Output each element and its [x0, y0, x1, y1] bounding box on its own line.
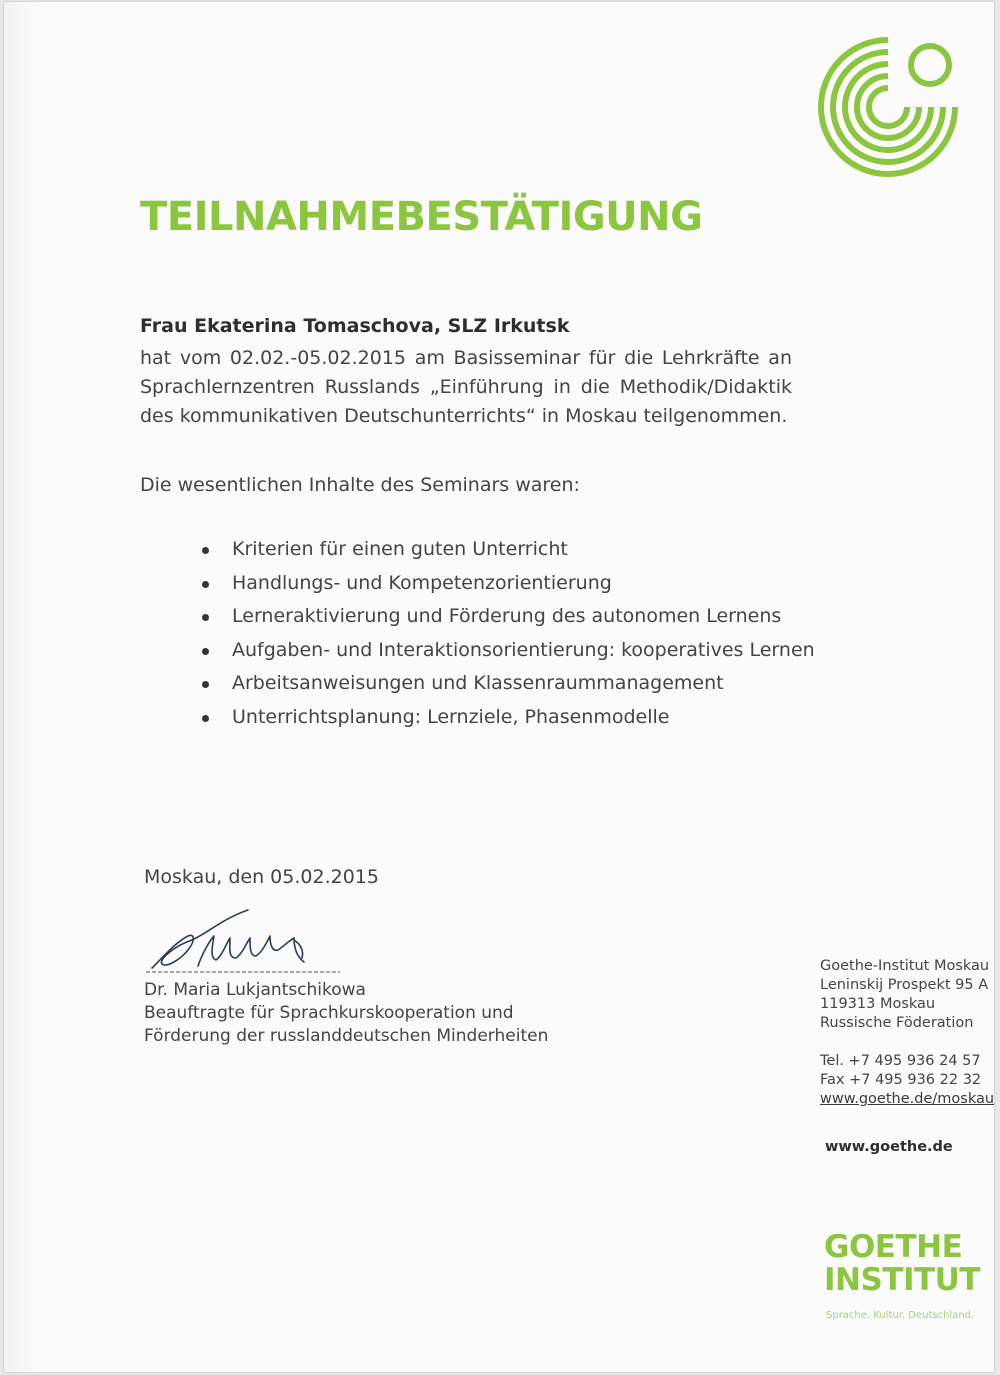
goethe-wordmark [824, 1231, 980, 1297]
seminar-topics-list [200, 538, 815, 739]
address-street: Leninskij Prospekt 95 A [820, 977, 989, 993]
wordmark-tagline: Sprache. Kultur. Deutschland. [826, 1310, 975, 1321]
scan-edge [4, 2, 38, 1372]
list-item [200, 672, 815, 706]
address-city: 119313 Moskau [820, 996, 936, 1012]
signer-role-line: Förderung der russlanddeutschen Minderheiten [144, 1026, 549, 1046]
topic-text: Handlungs- und Kompetenzorientierung [232, 571, 612, 594]
wordmark-line: GOETHE [824, 1229, 963, 1265]
address-country: Russische Föderation [820, 1015, 974, 1031]
certificate-page [4, 2, 994, 1372]
bullet-icon [202, 547, 209, 554]
bullet-icon [202, 681, 209, 688]
place-date: Moskau, den 05.02.2015 [144, 866, 379, 888]
topic-text: Kriterien für einen guten Unterricht [232, 538, 568, 560]
signer-role-line: Beauftragte für Sprachkurskooperation und [144, 1003, 514, 1023]
bullet-icon [202, 581, 209, 588]
wordmark-line: INSTITUT [824, 1262, 980, 1298]
goethe-circle-logo-icon [817, 36, 959, 178]
signer-name: Dr. Maria Lukjantschikowa [144, 980, 366, 1000]
address-fax: Fax +7 495 936 22 32 [820, 1072, 982, 1088]
bullet-icon [202, 715, 209, 722]
list-item [200, 706, 815, 740]
bullet-icon [202, 614, 209, 621]
contents-intro: Die wesentlichen Inhalte des Seminars waren: [140, 474, 580, 496]
topic-text: Lerneraktivierung und Förderung des autonomen Lernens [232, 605, 782, 627]
main-website: www.goethe.de [825, 1139, 953, 1155]
institute-address [820, 957, 994, 1109]
address-org: Goethe-Institut Moskau [820, 958, 990, 974]
address-tel: Tel. +7 495 936 24 57 [820, 1053, 981, 1069]
participation-text: hat vom 02.02.-05.02.2015 am Basisseminar für die Lehrkräfte an Sprachlernzentren Russlands „Einführung in die Methodik/Didaktik des kommunikativen Deutschunterrichts“ in Moskau teilgenommen. [140, 347, 792, 427]
handwritten-signature-icon [144, 906, 344, 978]
topic-text: Arbeitsanweisungen und Klassenraummanagement [232, 672, 724, 694]
moscow-website-link[interactable]: www.goethe.de/moskau [820, 1091, 994, 1107]
signer-block [144, 979, 548, 1048]
document-title: TEILNAHMEBESTÄTIGUNG [140, 194, 703, 240]
list-item [200, 538, 815, 572]
participation-paragraph [140, 344, 792, 431]
list-item [200, 639, 815, 673]
bullet-icon [202, 648, 209, 655]
list-item [200, 572, 815, 606]
recipient-name: Frau Ekaterina Tomaschova, SLZ Irkutsk [140, 315, 570, 337]
topic-text: Unterrichtsplanung: Lernziele, Phasenmodelle [232, 705, 670, 728]
list-item [200, 605, 815, 639]
topic-text: Aufgaben- und Interaktionsorientierung: kooperatives Lernen [232, 638, 815, 661]
